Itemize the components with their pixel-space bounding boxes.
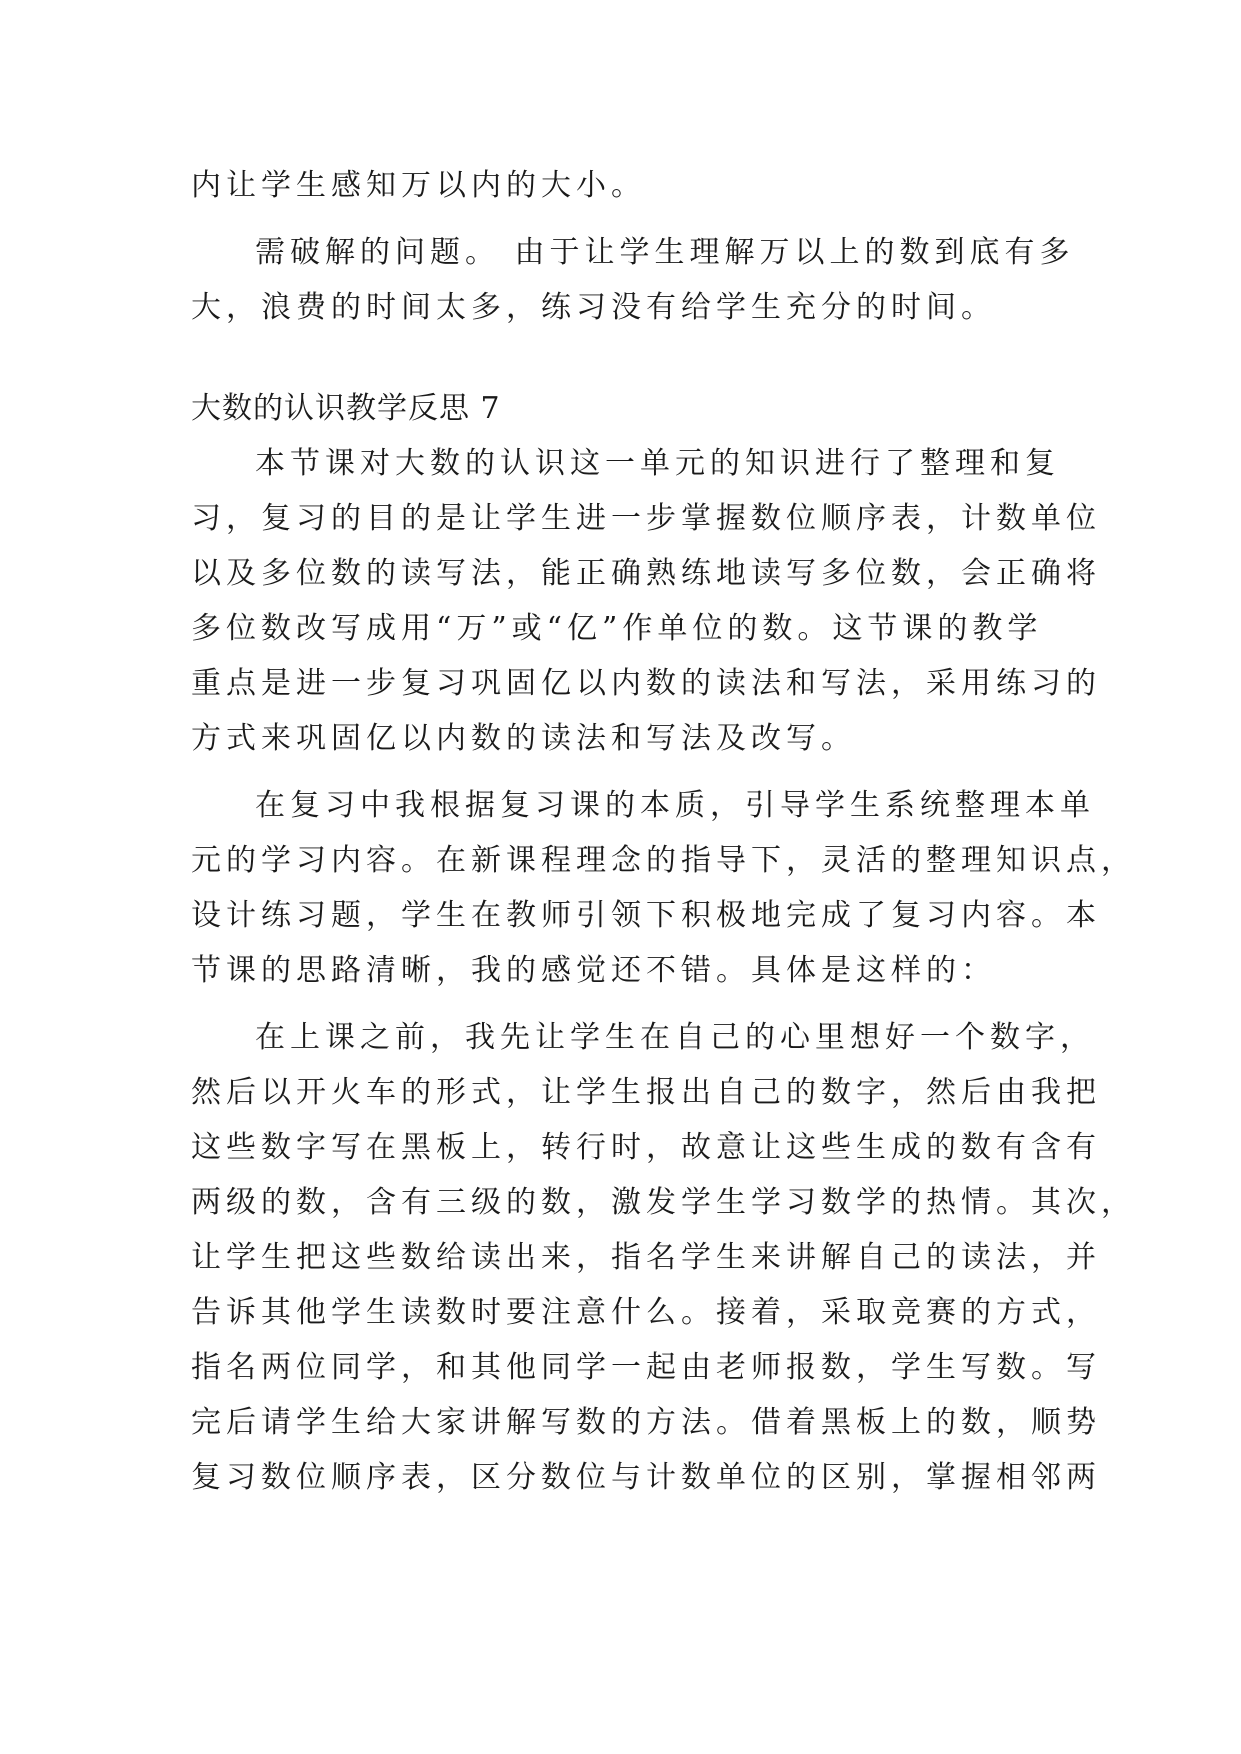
- text-line: 在复习中我根据复习课的本质，引导学生系统整理本单: [255, 788, 1095, 823]
- text-line: 元的学习内容。在新课程理念的指导下，灵活的整理知识点，: [191, 843, 1136, 878]
- text-line: 然后以开火车的形式，让学生报出自己的数字，然后由我把: [191, 1075, 1101, 1110]
- text-line: 重点是进一步复习巩固亿以内数的读法和写法，采用练习的: [191, 666, 1101, 701]
- text-line: 多位数改写成用“万”或“亿”作单位的数。这节课的教学: [191, 611, 1043, 646]
- text-line: 让学生把这些数给读出来，指名学生来讲解自己的读法，并: [191, 1240, 1101, 1275]
- text-line: 设计练习题，学生在教师引领下积极地完成了复习内容。本: [191, 898, 1101, 933]
- text-line: 复习数位顺序表，区分数位与计数单位的区别，掌握相邻两: [191, 1460, 1101, 1495]
- text-line: 方式来巩固亿以内数的读法和写法及改写。: [191, 721, 856, 756]
- paragraph-problem: [191, 225, 1075, 335]
- text-line: 内让学生感知万以内的大小。: [191, 168, 646, 203]
- text-line: 告诉其他学生读数时要注意什么。接着，采取竞赛的方式，: [191, 1295, 1101, 1330]
- text-line: 节课的思路清晰，我的感觉还不错。具体是这样的：: [191, 953, 996, 988]
- text-line: 这些数字写在黑板上，转行时，故意让这些生成的数有含有: [191, 1130, 1101, 1165]
- paragraph-3: [191, 1010, 1136, 1505]
- text-line: 本节课对大数的认识这一单元的知识进行了整理和复: [255, 446, 1060, 481]
- document-body: [191, 158, 1136, 1505]
- paragraph-1: [191, 436, 1101, 766]
- text-line: 在上课之前，我先让学生在自己的心里想好一个数字，: [255, 1020, 1095, 1055]
- text-line: 完后请学生给大家讲解写数的方法。借着黑板上的数，顺势: [191, 1405, 1101, 1440]
- text-line: 以及多位数的读写法，能正确熟练地读写多位数，会正确将: [191, 556, 1101, 591]
- text-line: 需破解的问题。 由于让学生理解万以上的数到底有多: [255, 235, 1075, 270]
- paragraph-intro-tail: [191, 158, 1051, 213]
- section-heading: 大数的认识教学反思 7: [191, 391, 501, 426]
- text-line: 习，复习的目的是让学生进一步掌握数位顺序表，计数单位: [191, 501, 1101, 536]
- text-line: 大，浪费的时间太多，练习没有给学生充分的时间。: [191, 290, 996, 325]
- text-line: 指名两位同学，和其他同学一起由老师报数，学生写数。写: [191, 1350, 1101, 1385]
- text-line: 两级的数，含有三级的数，激发学生学习数学的热情。其次，: [191, 1185, 1136, 1220]
- paragraph-2: [191, 778, 1136, 998]
